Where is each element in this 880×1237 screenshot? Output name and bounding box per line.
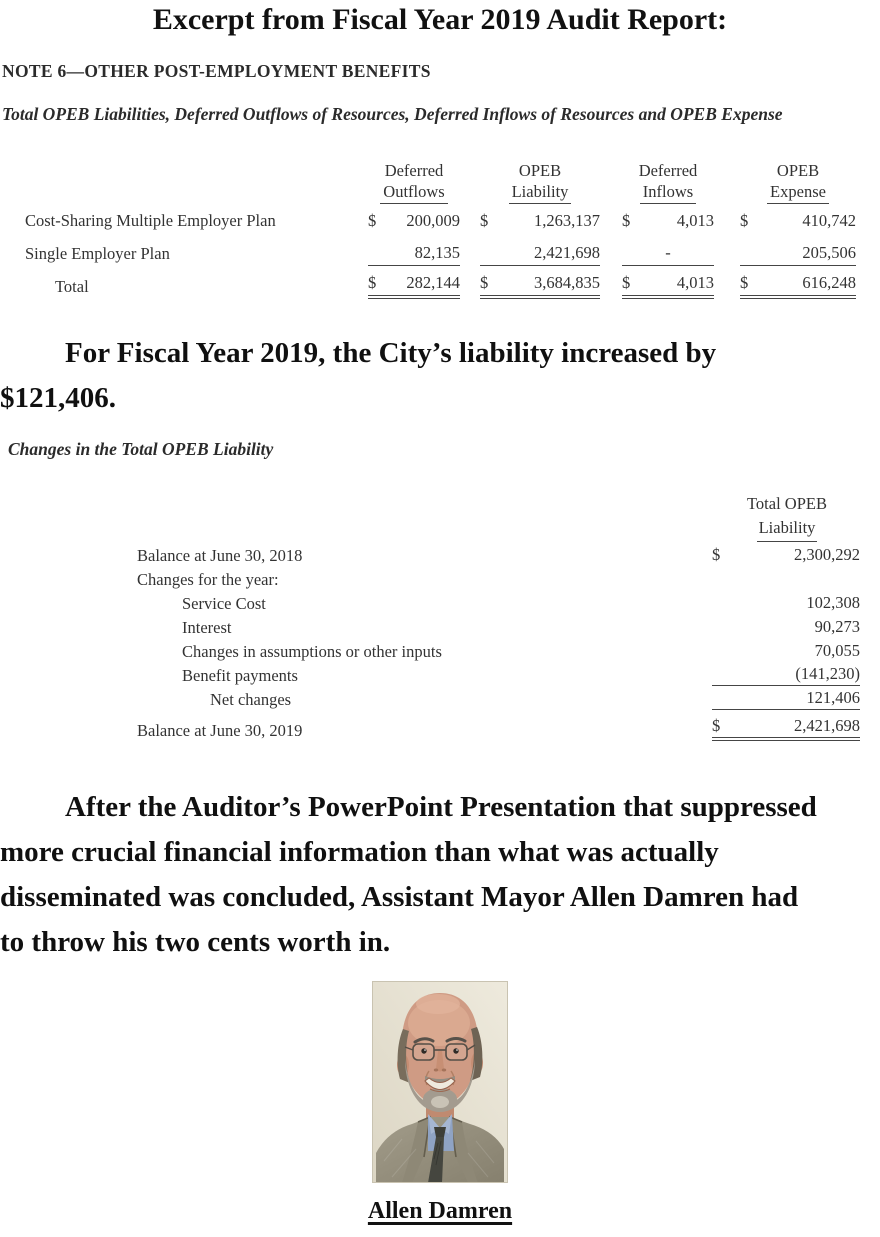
cell-value: 282,144	[406, 273, 460, 292]
table-row-benefit-payments	[0, 664, 880, 688]
row-label: Balance at June 30, 2018	[137, 546, 303, 565]
cell-value: 4,013	[676, 211, 714, 230]
cell-value: 70,055	[814, 641, 860, 660]
cell-value: 3,684,835	[534, 273, 600, 292]
cell-value: 410,742	[802, 211, 856, 230]
portrait-illustration	[372, 981, 508, 1183]
table-cell	[480, 243, 600, 266]
column-header-opeb-liability	[480, 160, 600, 204]
column-header-opeb-expense	[740, 160, 856, 204]
header-line1: Deferred	[638, 161, 698, 180]
cell-value: (141,230)	[795, 664, 860, 683]
table-cell	[712, 589, 860, 590]
table-cell	[368, 243, 460, 266]
table-row-balance-2019	[0, 712, 880, 743]
table-header-row	[0, 150, 880, 204]
column-header-deferred-inflows	[622, 160, 714, 204]
cell-value: 200,009	[406, 211, 460, 230]
table2-caption: Changes in the Total OPEB Liability	[8, 439, 274, 459]
table-row-balance-2018	[0, 544, 880, 568]
row-label: Single Employer Plan	[25, 244, 170, 263]
table-cell	[740, 273, 856, 299]
photo-caption	[0, 1198, 880, 1225]
row-label: Interest	[182, 618, 232, 637]
photo-caption-text: Allen Damren	[367, 1198, 513, 1224]
table-cell	[480, 273, 600, 299]
cell-value: 1,263,137	[534, 211, 600, 230]
table-cell	[622, 243, 714, 266]
dollar-sign: $	[740, 273, 749, 292]
table1-caption: Total OPEB Liabilities, Deferred Outflows of Resources, Deferred Inflows of Resources and OPEB Expense	[2, 104, 783, 124]
table-row-cost-sharing-plan	[0, 204, 880, 237]
dollar-sign: $	[368, 273, 377, 292]
header-line1: OPEB	[518, 161, 562, 180]
cell-value: 90,273	[814, 617, 860, 636]
cell-value: 205,506	[802, 243, 856, 262]
table-row-changes-heading	[0, 568, 880, 592]
body-paragraph-2: After the Auditor’s PowerPoint Presentation that suppressed more crucial financial information than what was actually disseminated was concluded, Assistant Mayor Allen Damren had to throw his two cents worth in.	[0, 791, 817, 958]
cell-value: -	[665, 243, 671, 262]
cell-value: 102,308	[806, 593, 860, 612]
table-row-interest	[0, 616, 880, 640]
row-label: Balance at June 30, 2019	[137, 721, 303, 740]
table-cell	[712, 617, 860, 638]
header-line1: OPEB	[776, 161, 820, 180]
row-label: Service Cost	[182, 594, 266, 613]
dollar-sign: $	[712, 716, 721, 735]
column-header-deferred-outflows	[368, 160, 460, 204]
header-line1: Deferred	[384, 161, 444, 180]
header-line2: Liability	[509, 181, 572, 204]
table-row-net-changes	[0, 688, 880, 712]
dollar-sign: $	[622, 211, 631, 230]
table-cell	[712, 641, 860, 662]
allen-damren-photo	[372, 981, 508, 1183]
header-line1: Total OPEB	[747, 494, 827, 513]
table-cell	[480, 211, 600, 233]
opeb-summary-table	[0, 150, 880, 303]
row-label: Net changes	[210, 690, 292, 709]
note-heading: NOTE 6—OTHER POST-EMPLOYMENT BENEFITS	[2, 61, 431, 81]
column-header-total-opeb-liability	[714, 492, 860, 542]
row-label: Benefit payments	[182, 666, 298, 685]
table-cell	[622, 273, 714, 299]
table-cell	[368, 211, 460, 233]
cell-value: 2,300,292	[794, 545, 860, 564]
cell-value: 616,248	[802, 273, 856, 292]
table-cell	[740, 211, 856, 233]
dollar-sign: $	[712, 545, 721, 564]
table-cell	[712, 545, 860, 566]
header-line2: Expense	[767, 181, 829, 204]
table-row-service-cost	[0, 592, 880, 616]
dollar-sign: $	[368, 211, 377, 230]
table-cell	[712, 688, 860, 710]
dollar-sign: $	[480, 273, 489, 292]
cell-value: 121,406	[806, 688, 860, 707]
document-title: Excerpt from Fiscal Year 2019 Audit Report:	[152, 3, 728, 36]
table-row-assumption-changes	[0, 640, 880, 664]
cell-value: 2,421,698	[794, 716, 860, 735]
cell-value: 2,421,698	[534, 243, 600, 262]
header-line2: Outflows	[380, 181, 447, 204]
cell-value: 82,135	[414, 243, 460, 262]
row-label: Total	[55, 277, 89, 296]
dollar-sign: $	[740, 211, 749, 230]
body-paragraph-1: For Fiscal Year 2019, the City’s liability increased by $121,406.	[0, 337, 717, 414]
opeb-changes-table	[0, 490, 880, 743]
table-cell	[740, 243, 856, 266]
table-cell	[712, 716, 860, 741]
table-row-single-employer-plan	[0, 237, 880, 270]
table-cell	[622, 211, 714, 233]
header-line2: Inflows	[640, 181, 696, 204]
dollar-sign: $	[480, 211, 489, 230]
table-row-total	[0, 270, 880, 303]
dollar-sign: $	[622, 273, 631, 292]
row-label: Cost-Sharing Multiple Employer Plan	[25, 211, 276, 230]
table-cell	[712, 593, 860, 614]
header-line2: Liability	[757, 516, 818, 542]
cell-value: 4,013	[676, 273, 714, 292]
table-cell	[368, 273, 460, 299]
table-cell	[712, 664, 860, 686]
table-header-row	[0, 490, 880, 544]
row-label: Changes in assumptions or other inputs	[182, 642, 442, 661]
row-label: Changes for the year:	[137, 570, 279, 589]
